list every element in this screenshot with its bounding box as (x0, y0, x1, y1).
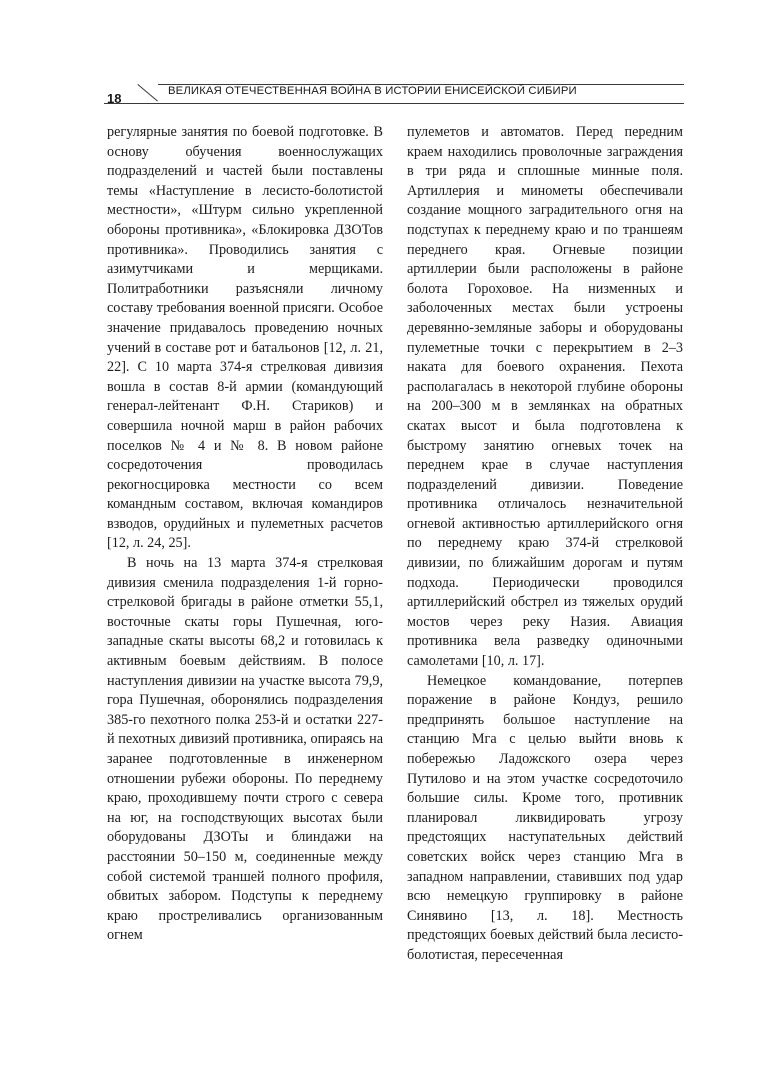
page-number: 18 (107, 91, 122, 106)
right-paragraph-2: Немецкое командование, потерпев поражение в районе Кондуз, решило предпринять большое наступление на станцию Мга с целью выйти вновь к побережью Ладожского озера через Путилово и на этом участке сосредоточило большие силы. Кроме того, противник планировал ликвидировать угрозу предстоящих наступательных действий советских войск через станцию Мга в западном направлении, ставивших под удар всю немецкую группировку в районе Синявино [13, л. 18]. Местность предстоящих боевых действий была лесисто-болотистая, пересеченная (407, 672, 683, 963)
right-paragraph-1: пулеметов и автоматов. Перед передним краем находились проволочные заграждения в три ряда и сплошные минные поля. Артиллерия и минометы обеспечивали создание мощного заградительного огня на подступах к переднему краю и по траншеям переднего края. Огневые позиции артиллерии были расположены в районе болота Гороховое. На низменных и заболоченных местах были устроены деревянно-земляные заборы и оборудованы пулеметные точки с перекрытием в 2–3 наката для боевого охранения. Пехота располагалась в некоторой глубине обороны на 200–300 м в землянках на обратных скатах высот и была подготовлена к быстрому занятию огневых точек на переднем крае в случае наступления подразделений дивизии. Поведение противника отличалось незначительной огневой активностью артиллерийского огня по переднему краю 374-й стрелковой дивизии, по ближайшим дорогам и путям подхода. Периодически проводился артиллерийский обстрел из тяжелых орудий мостов через реку Назия. Авиация противника вела разведку одиночными самолетами [10, л. 17]. (407, 124, 683, 670)
left-paragraph-2: В ночь на 13 марта 374-я стрелковая дивизия сменила подразделения 1-й горно-стрелковой бригады в районе отметки 55,1, восточные скаты горы Пушечная, юго-западные скаты высоты 68,2 и готовилась к активным боевым действиям. В полосе наступления дивизии на участке высота 79,9, гора Пушечная, оборонялись подразделения 385-го пехотного полка 253-й и остатки 227-й пехотных дивизий противника, опираясь на заранее подготовленные в инженерном отношении рубежи обороны. По переднему краю, проходившему почти строго с севера на юг, на господствующих высотах были оборудованы ДЗОТы и блиндажи на расстоянии 50–150 м, соединенные между собой системой траншей полного профиля, обвитых забором. Подступы к переднему краю простреливались организованным огнем (107, 555, 383, 944)
left-paragraph-1: регулярные занятия по боевой подготовке. В основу обучения военнослужащих подразделений и частей были поставлены темы «Наступление в лесисто-болотистой местности», «Штурм сильно укрепленной обороны противника», «Блокировка ДЗОТов противника». Проводились занятия с азимутчиками и мерщиками. Политработники разъясняли личному составу требования военной присяги. Особое значение придавалось проведению ночных учений в составе рот и батальонов [12, л. 21, 22]. С 10 марта 374-я стрелковая дивизия вошла в состав 8-й армии (командующий генерал-лейтенант Ф.Н. Стариков) и совершила ночной марш в район рабочих поселков № 4 и № 8. В новом районе сосредоточения проводилась рекогносцировка местности со всем командным составом, включая командиров взводов, орудийных и пулеметных расчетов [12, л. 24, 25]. (107, 124, 383, 552)
left-column (107, 123, 383, 946)
header-diagonal-rule (137, 84, 158, 101)
right-column (407, 123, 683, 966)
header-bottom-rule (104, 103, 684, 104)
running-title: ВЕЛИКАЯ ОТЕЧЕСТВЕННАЯ ВОЙНА В ИСТОРИИ ЕНИСЕЙСКОЙ СИБИРИ (168, 85, 577, 97)
